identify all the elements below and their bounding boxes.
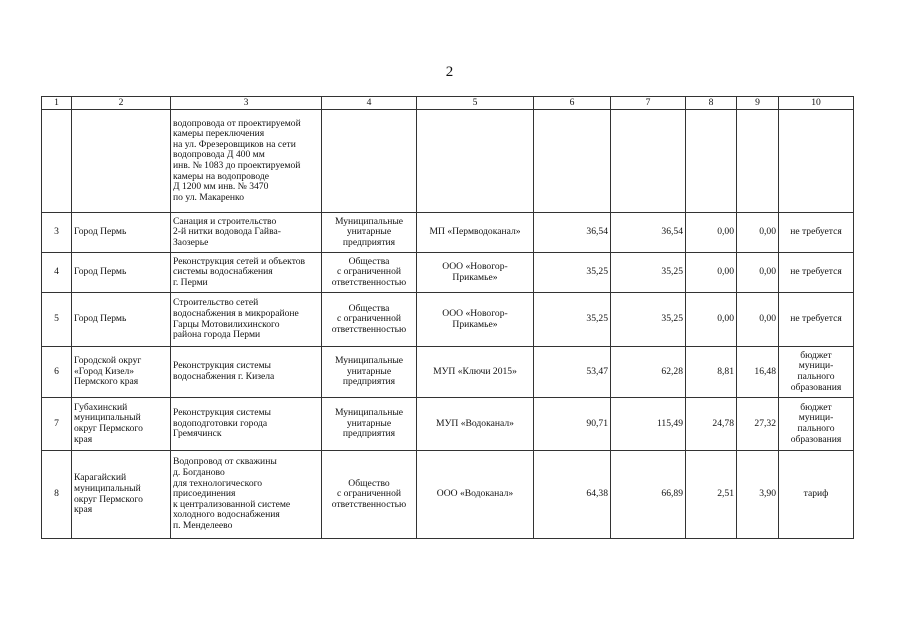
value-cell: 115,49	[611, 398, 686, 451]
organization-cell: ООО «Водоканал»	[417, 451, 534, 539]
funding-source-cell: не требуется	[779, 253, 854, 293]
value-cell: 16,48	[737, 347, 779, 398]
value-cell: 66,89	[611, 451, 686, 539]
municipality-cell	[72, 110, 171, 213]
row-number: 4	[42, 253, 72, 293]
value-cell: 24,78	[686, 398, 737, 451]
project-cell: Санация и строительство 2-й нитки водовода Гайва- Заозерье	[171, 213, 322, 253]
column-header: 3	[171, 97, 322, 110]
project-cell: Строительство сетей водоснабжения в микрорайоне Гарцы Мотовилихинского района города Перми	[171, 293, 322, 347]
organization-type-cell: Муниципальные унитарные предприятия	[322, 347, 417, 398]
value-cell: 35,25	[611, 253, 686, 293]
value-cell: 27,32	[737, 398, 779, 451]
organization-cell: МУП «Ключи 2015»	[417, 347, 534, 398]
column-header: 5	[417, 97, 534, 110]
row-number: 5	[42, 293, 72, 347]
value-cell: 62,28	[611, 347, 686, 398]
value-cell: 2,51	[686, 451, 737, 539]
value-cell: 0,00	[737, 253, 779, 293]
funding-source-cell: не требуется	[779, 293, 854, 347]
value-cell: 0,00	[686, 293, 737, 347]
organization-type-cell: Общества с ограниченной ответственностью	[322, 293, 417, 347]
value-cell	[611, 110, 686, 213]
table-row	[42, 253, 854, 293]
row-number: 8	[42, 451, 72, 539]
table-row	[42, 213, 854, 253]
value-cell: 36,54	[534, 213, 611, 253]
project-cell: Реконструкция сетей и объектов системы водоснабжения г. Перми	[171, 253, 322, 293]
table-row	[42, 398, 854, 451]
value-cell: 0,00	[686, 253, 737, 293]
project-cell: Реконструкция системы водоснабжения г. Кизела	[171, 347, 322, 398]
column-header: 4	[322, 97, 417, 110]
table-row	[42, 347, 854, 398]
value-cell: 35,25	[534, 253, 611, 293]
row-number: 3	[42, 213, 72, 253]
project-cell: водопровода от проектируемой камеры переключения на ул. Фрезеровщиков на сети водопровода Д 400 мм инв. № 1083 до проектируемой камеры на водопроводе Д 1200 мм инв. № 3470 по ул. Макаренко	[171, 110, 322, 213]
data-table	[41, 96, 854, 539]
organization-type-cell: Общество с ограниченной ответственностью	[322, 451, 417, 539]
value-cell	[737, 110, 779, 213]
municipality-cell: Город Пермь	[72, 293, 171, 347]
funding-source-cell: не требуется	[779, 213, 854, 253]
table-row	[42, 293, 854, 347]
organization-type-cell	[322, 110, 417, 213]
table-row-continued	[42, 110, 854, 213]
row-number: 7	[42, 398, 72, 451]
funding-source-cell: бюджет муници- пального образования	[779, 398, 854, 451]
column-header: 7	[611, 97, 686, 110]
organization-cell: МУП «Водоканал»	[417, 398, 534, 451]
value-cell: 53,47	[534, 347, 611, 398]
funding-source-cell	[779, 110, 854, 213]
value-cell	[686, 110, 737, 213]
municipality-cell: Город Пермь	[72, 213, 171, 253]
value-cell: 8,81	[686, 347, 737, 398]
organization-type-cell: Муниципальные унитарные предприятия	[322, 213, 417, 253]
value-cell: 35,25	[611, 293, 686, 347]
column-header: 9	[737, 97, 779, 110]
municipality-cell: Город Пермь	[72, 253, 171, 293]
row-number: 6	[42, 347, 72, 398]
organization-cell: ООО «Новогор- Прикамье»	[417, 253, 534, 293]
value-cell: 36,54	[611, 213, 686, 253]
value-cell: 90,71	[534, 398, 611, 451]
project-cell: Водопровод от скважины д. Богданово для технологического присоединения к централизованной системе холодного водоснабжения п. Менделеево	[171, 451, 322, 539]
project-cell: Реконструкция системы водоподготовки города Гремячинск	[171, 398, 322, 451]
row-number	[42, 110, 72, 213]
table-row	[42, 451, 854, 539]
value-cell: 0,00	[686, 213, 737, 253]
value-cell: 35,25	[534, 293, 611, 347]
organization-type-cell: Муниципальные унитарные предприятия	[322, 398, 417, 451]
value-cell: 0,00	[737, 213, 779, 253]
table-header-row	[42, 97, 854, 110]
funding-source-cell: бюджет муници- пального образования	[779, 347, 854, 398]
municipality-cell: Городской округ «Город Кизел» Пермского края	[72, 347, 171, 398]
organization-type-cell: Общества с ограниченной ответственностью	[322, 253, 417, 293]
organization-cell: ООО «Новогор- Прикамье»	[417, 293, 534, 347]
value-cell	[534, 110, 611, 213]
value-cell: 0,00	[737, 293, 779, 347]
value-cell: 64,38	[534, 451, 611, 539]
column-header: 2	[72, 97, 171, 110]
column-header: 1	[42, 97, 72, 110]
column-header: 6	[534, 97, 611, 110]
municipality-cell: Карагайский муниципальный округ Пермского края	[72, 451, 171, 539]
organization-cell	[417, 110, 534, 213]
column-header: 10	[779, 97, 854, 110]
municipality-cell: Губахинский муниципальный округ Пермского края	[72, 398, 171, 451]
value-cell: 3,90	[737, 451, 779, 539]
column-header: 8	[686, 97, 737, 110]
funding-source-cell: тариф	[779, 451, 854, 539]
organization-cell: МП «Пермводоканал»	[417, 213, 534, 253]
page-number: 2	[445, 64, 454, 80]
